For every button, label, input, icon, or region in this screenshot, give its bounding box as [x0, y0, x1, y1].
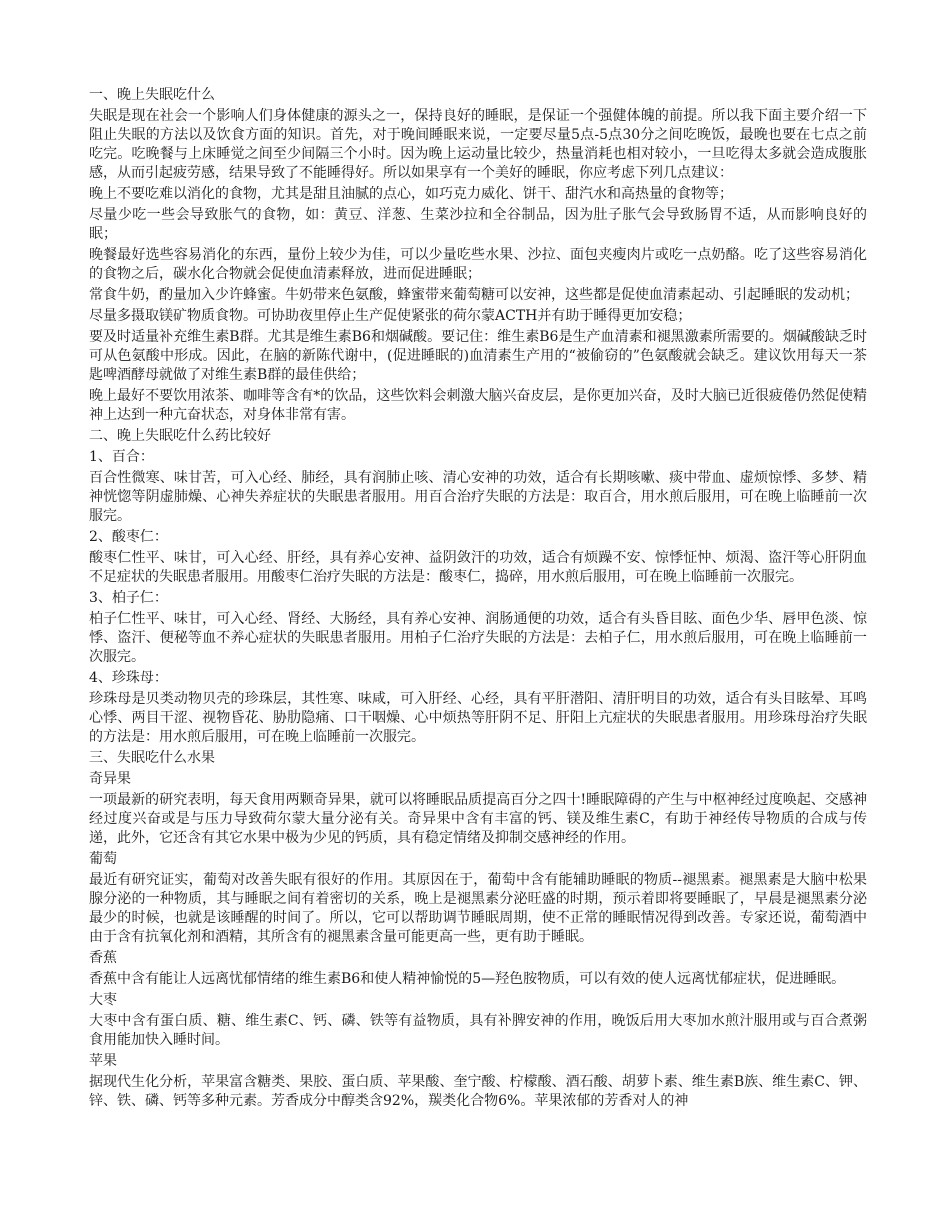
subheading: 葡萄 [89, 851, 117, 867]
paragraph: 大枣中含有蛋白质、糖、维生素C、钙、磷、铁等有益物质，具有补脾安神的作用，晚饭后用大枣加水煎汁服用或与百合煮粥食用能加快入睡时间。 [89, 1013, 867, 1048]
paragraph: 尽量多摄取镁矿物质食物。可协助夜里停止生产促使紧张的荷尔蒙ACTH并有助于睡得更加安稳； [89, 308, 692, 324]
paragraph: 百合性微寒、味甘苦，可入心经、肺经，具有润肺止咳、清心安神的功效，适合有长期咳嗽、痰中带血、虚烦惊悸、多梦、精神恍惚等阴虚肺燥、心神失养症状的失眠患者服用。用百合治疗失眠的方法是：取百合，用水煎后服用，可在晚上临睡前一次服完。 [89, 470, 867, 524]
subheading: 香蕉 [89, 950, 117, 966]
paragraph: 要及时适量补充维生素B群。尤其是维生素B6和烟碱酸。要记住：维生素B6是生产血清素和褪黑激素所需要的。烟碱酸缺乏时可从色氨酸中形成。因此，在脑的新陈代谢中，(促进睡眠的)血清素生产用的“被偷窃的”色氨酸就会缺乏。建议饮用每天一茶匙啤酒酵母就做了对维生素B群的最佳供给； [89, 329, 867, 383]
paragraph: 酸枣仁性平、味甘，可入心经、肝经，具有养心安神、益阴敛汗的功效，适合有烦躁不安、惊悸怔忡、烦渴、盗汗等心肝阴血不足症状的失眠患者服用。用酸枣仁治疗失眠的方法是：酸枣仁，捣碎，用水煎后服用，可在晚上临睡前一次服完。 [89, 550, 867, 585]
subheading: 4、珍珠母： [89, 670, 168, 686]
paragraph: 一项最新的研究表明，每天食用两颗奇异果，就可以将睡眠品质提高百分之四十!睡眠障碍的产生与中枢神经过度唤起、交感神经过度兴奋或是与压力导致荷尔蒙大量分泌有关。奇异果中含有丰富的钙、镁及维生素C，有助于神经传导物质的合成与传递，此外，它还含有其它水果中极为少见的钙质，具有稳定情绪及抑制交感神经的作用。 [89, 792, 867, 846]
paragraph: 晚上不要吃难以消化的食物，尤其是甜且油腻的点心，如巧克力威化、饼干、甜汽水和高热量的食物等； [89, 186, 733, 202]
paragraph: 尽量少吃一些会导致胀气的食物，如：黄豆、洋葱、生菜沙拉和全谷制品，因为肚子胀气会导致肠胃不适，从而影响良好的眠； [89, 207, 867, 242]
paragraph: 晚餐最好选些容易消化的东西，量份上较少为佳，可以少量吃些水果、沙拉、面包夹瘦肉片或吃一点奶酪。吃了这些容易消化的食物之后，碳水化合物就会促使血清素释放，进而促进睡眠； [89, 247, 867, 282]
paragraph: 香蕉中含有能让人远离忧郁情绪的维生素B6和使人精神愉悦的5—羟色胺物质，可以有效的使人远离忧郁症状，促进睡眠。 [89, 971, 846, 987]
subheading: 3、柏子仁： [89, 590, 168, 606]
subheading: 苹果 [89, 1053, 117, 1069]
paragraph: 柏子仁性平、味甘，可入心经、肾经、大肠经，具有养心安神、润肠通便的功效，适合有头昏目眩、面色少华、唇甲色淡、惊悸、盗汗、便秘等血不养心症状的失眠患者服用。用柏子仁治疗失眠的方法是：去柏子仁，用水煎后服用，可在晚上临睡前一次服完。 [89, 611, 867, 665]
subheading: 1、百合： [89, 449, 154, 465]
paragraph: 常食牛奶，酌量加入少许蜂蜜。牛奶带来色氨酸，蜂蜜带来葡萄糖可以安神，这些都是促使血清素起动、引起睡眠的发动机； [89, 287, 859, 303]
paragraph: 最近有研究证实，葡萄对改善失眠有很好的作用。其原因在于，葡萄中含有能辅助睡眠的物质--褪黑素。褪黑素是大脑中松果腺分泌的一种物质，其与睡眠之间有着密切的关系，晚上是褪黑素分泌旺盛的时期，预示着即将要睡眠了，早晨是褪黑素分泌最少的时候，也就是该睡醒的时间了。所以，它可以帮助调节睡眠周期，使不正常的睡眠情况得到改善。专家还说，葡萄酒中由于含有抗氧化剂和酒精，其所含有的褪黑素含量可能更高一些，更有助于睡眠。 [89, 872, 867, 945]
paragraph: 失眠是现在社会一个影响人们身体健康的源头之一，保持良好的睡眠，是保证一个强健体魄的前提。所以我下面主要介绍一下阻止失眠的方法以及饮食方面的知识。首先，对于晚间睡眠来说，一定要尽量5点-5点30分之间吃晚饭，最晚也要在七点之前吃完。吃晚餐与上床睡觉之间至少间隔三个小时。因为晚上运动量比较少，热量消耗也相对较小，一旦吃得太多就会造成腹胀感，从而引起疲劳感，结果导致了不能睡得好。所以如果享有一个美好的睡眠，你应考虑下列几点建议： [89, 108, 867, 181]
paragraph: 据现代生化分析，苹果富含糖类、果胶、蛋白质、苹果酸、奎宁酸、柠檬酸、酒石酸、胡萝卜素、维生素B族、维生素C、钾、锌、铁、磷、钙等多种元素。芳香成分中醇类含92%，羰类化合物6%。苹果浓郁的芳香对人的神 [89, 1074, 867, 1109]
subheading: 大枣 [89, 992, 117, 1008]
heading-section-1: 一、晚上失眠吃什么 [89, 87, 215, 103]
subheading: 奇异果 [89, 771, 131, 787]
document-body [89, 86, 867, 1113]
paragraph: 珍珠母是贝类动物贝壳的珍珠层，其性寒、味咸，可入肝经、心经，具有平肝潜阳、清肝明目的功效，适合有头目眩晕、耳鸣心悸、两目干涩、视物昏花、胁肋隐痛、口干咽燥、心中烦热等肝阴不足、肝阳上亢症状的失眠患者服用。用珍珠母治疗失眠的方法是：用水煎后服用，可在晚上临睡前一次服完。 [89, 691, 867, 745]
heading-section-2: 二、晚上失眠吃什么药比较好 [89, 428, 271, 444]
heading-section-3: 三、失眠吃什么水果 [89, 750, 215, 766]
subheading: 2、酸枣仁： [89, 529, 168, 545]
paragraph: 晚上最好不要饮用浓茶、咖啡等含有*的饮品，这些饮料会刺激大脑兴奋皮层，是你更加兴奋，及时大脑已近很疲倦仍然促使精神上达到一种亢奋状态，对身体非常有害。 [89, 388, 867, 423]
